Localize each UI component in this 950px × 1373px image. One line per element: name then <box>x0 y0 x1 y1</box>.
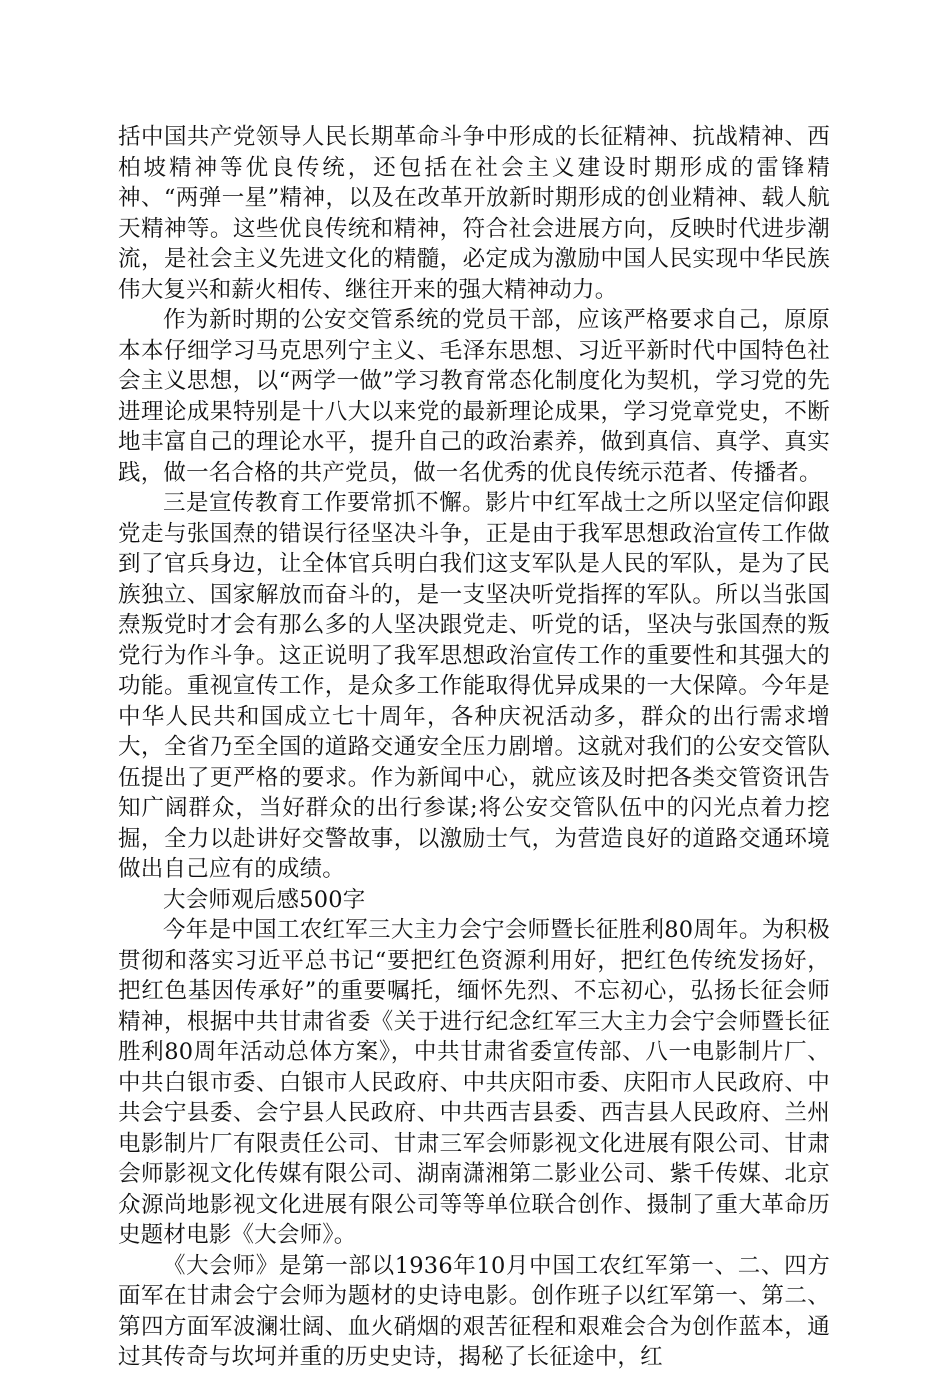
paragraph-publicity-work: 三是宣传教育工作要常抓不懈。影片中红军战士之所以坚定信仰跟党走与张国焘的错误行径坚决斗争，正是由于我军思想政治宣传工作做到了官兵身边，让全体官兵明白我们这支军队是人民的军队，是为了民族独立、国家解放而奋斗的，是一支坚决听党指挥的军队。所以当张国焘叛党时才会有那么多的人坚决跟党走、听党的话，坚决与张国焘的叛党行为作斗争。这正说明了我军思想政治宣传工作的重要性和其强大的功能。重视宣传工作，是众多工作能取得优异成果的一大保障。今年是中华人民共和国成立七十周年，各种庆祝活动多，群众的出行需求增大，全省乃至全国的道路交通安全压力剧增。这就对我们的公安交管队伍提出了更严格的要求。作为新闻中心，就应该及时把各类交管资讯告知广阔群众，当好群众的出行参谋;将公安交管队伍中的闪光点着力挖掘，全力以赴讲好交警故事，以激励士气，为营造良好的道路交通环境做出自己应有的成绩。 <box>118 490 830 882</box>
document-body <box>118 122 830 1373</box>
section-heading: 大会师观后感500字 <box>163 886 366 913</box>
paragraph-film-intro: 《大会师》是第一部以1936年10月中国工农红军第一、二、四方面军在甘肃会宁会师为题材的史诗电影。创作班子以红军第一、第二、第四方面军波澜壮阔、血火硝烟的艰苦征程和艰难会合为创作蓝本，通过其传奇与坎坷并重的历史史诗，揭秘了长征途中，红 <box>118 1252 830 1370</box>
paragraph-party-members: 作为新时期的公安交管系统的党员干部，应该严格要求自己，原原本本仔细学习马克思列宁主义、毛泽东思想、习近平新时代中国特色社会主义思想，以“两学一做”学习教育常态化制度化为契机，学习党的先进理论成果特别是十八大以来党的最新理论成果，学习党章党史，不断地丰富自己的理论水平，提升自己的政治素养，做到真信、真学、真实践，做一名合格的共产党员，做一名优秀的优良传统示范者、传播者。 <box>118 307 830 486</box>
paragraph-anniversary: 今年是中国工农红军三大主力会宁会师暨长征胜利80周年。为积极贯彻和落实习近平总书记“要把红色资源利用好，把红色传统发扬好，把红色基因传承好”的重要嘱托，缅怀先烈、不忘初心，弘扬长征会师精神，根据中共甘肃省委《关于进行纪念红军三大主力会宁会师暨长征胜利80周年活动总体方案》，中共甘肃省委宣传部、八一电影制片厂、中共白银市委、白银市人民政府、中共庆阳市委、庆阳市人民政府、中共会宁县委、会宁县人民政府、中共西吉县委、西吉县人民政府、兰州电影制片厂有限责任公司、甘肃三军会师影视文化进展有限公司、甘肃会师影视文化传媒有限公司、湖南潇湘第二影业公司、紫千传媒、北京众源尚地影视文化进展有限公司等等单位联合创作、摄制了重大革命历史题材电影《大会师》。 <box>118 917 830 1248</box>
paragraph-continuation: 括中国共产党领导人民长期革命斗争中形成的长征精神、抗战精神、西柏坡精神等优良传统，还包括在社会主义建设时期形成的雷锋精神、“两弹一星”精神，以及在改革开放新时期形成的创业精神、载人航天精神等。这些优良传统和精神，符合社会进展方向，反映时代进步潮流，是社会主义先进文化的精髓，必定成为激励中国人民实现中华民族伟大复兴和薪火相传、继往开来的强大精神动力。 <box>118 124 830 303</box>
